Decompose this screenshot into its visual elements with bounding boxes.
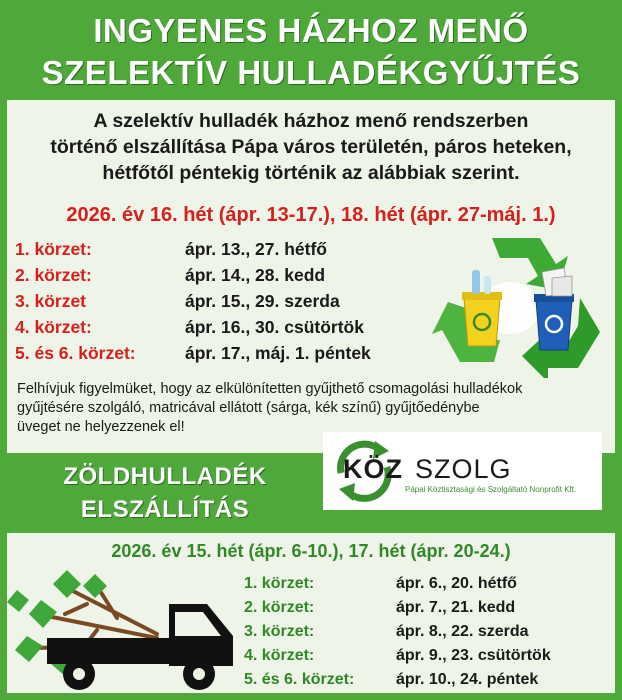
notice-line-2: gyűjtésére szolgáló, matricával ellátott (sárga, kék színű) gyűjtőedénybe — [17, 400, 480, 416]
logo-text-koz: KÖZ — [343, 454, 403, 484]
district-label: 3. körzet — [15, 291, 86, 311]
district-label: 1. körzet: — [244, 575, 315, 592]
notice-line-1: Felhívjuk figyelmüket, hogy az elkülönítetten gyűjthető csomagolási hulladékok — [17, 381, 523, 397]
logo-text-szolg: SZOLG — [415, 454, 512, 484]
intro-text — [14, 108, 608, 186]
green-waste-title — [30, 460, 300, 526]
intro-line-2: történő elszállítása Pápa város területén, páros heteken, — [50, 136, 572, 158]
district-dates: ápr. 14., 28. kedd — [185, 265, 326, 285]
district-dates: ápr. 6., 20. hétfő — [396, 575, 517, 592]
notice-text — [17, 380, 617, 437]
recycle-bins-icon — [430, 228, 605, 378]
district-dates: ápr. 16., 30. csütörtök — [185, 317, 364, 337]
logo-subtitle: Pápai Köztisztasági és Szolgáltató Nonprofit Kft. — [405, 485, 577, 494]
district-dates: ápr. 10., 24. péntek — [396, 671, 539, 688]
district-dates: ápr. 8., 22. szerda — [396, 623, 529, 640]
district-dates: ápr. 17., máj. 1. péntek — [185, 343, 371, 363]
district-label: 5. és 6. körzet: — [15, 343, 136, 363]
green-waste-weeks: 2026. év 15. hét (ápr. 6-10.), 17. hét (ápr. 20-24.) — [111, 541, 511, 561]
truck-icon — [7, 556, 239, 696]
district-dates: ápr. 15., 29. szerda — [185, 291, 340, 311]
district-label: 5. és 6. körzet: — [244, 671, 355, 688]
district-label: 3. körzet: — [244, 623, 315, 640]
district-dates: ápr. 7., 21. kedd — [396, 599, 516, 616]
district-dates: ápr. 9., 23. csütörtök — [396, 647, 551, 664]
title-line-2: SZELEKTÍV HULLADÉKGYŰJTÉS — [41, 54, 581, 91]
district-label: 4. körzet: — [244, 647, 315, 664]
title-line-1: INGYENES HÁZHOZ MENŐ — [93, 12, 529, 49]
green-title-line-1: ZÖLDHULLADÉK — [63, 463, 267, 490]
intro-line-3: hétfőtől péntekig történik az alábbiak szerint. — [102, 162, 520, 184]
district-label: 4. körzet: — [15, 317, 92, 337]
green-title-line-2: ELSZÁLLÍTÁS — [80, 496, 250, 523]
company-logo — [323, 432, 602, 510]
district-label: 1. körzet: — [15, 239, 92, 259]
notice-line-3: üveget ne helyezzenek el! — [17, 419, 185, 435]
district-dates: ápr. 13., 27. hétfő — [185, 239, 327, 259]
page-title — [0, 10, 622, 94]
selective-weeks: 2026. év 16. hét (ápr. 13-17.), 18. hét (ápr. 27-máj. 1.) — [66, 204, 556, 226]
district-label: 2. körzet: — [15, 265, 92, 285]
intro-line-1: A szelektív hulladék házhoz menő rendszerben — [93, 110, 529, 132]
district-label: 2. körzet: — [244, 599, 315, 616]
